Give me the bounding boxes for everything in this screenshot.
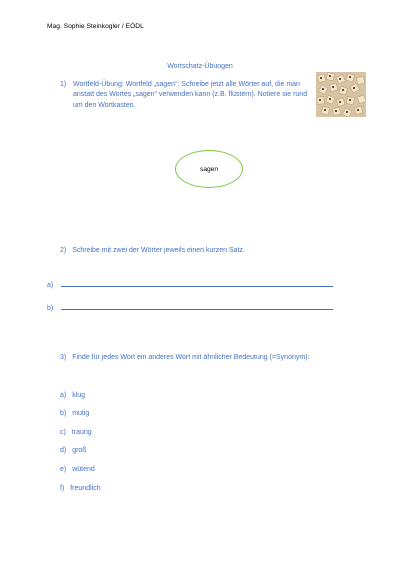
task-3-number: 3) — [60, 354, 67, 361]
word-box-word: sagen — [200, 165, 218, 173]
synonym-item — [60, 429, 92, 436]
scrabble-tiles-icon — [316, 72, 366, 117]
synonym-item-label: f) — [60, 485, 65, 492]
task-2-text: Schreibe mit zwei der Wörter jeweils einen kurzen Satz. — [72, 247, 245, 254]
synonym-item — [60, 447, 87, 454]
synonym-item-word: wütend — [72, 466, 95, 473]
synonym-item-word: mutig — [72, 410, 90, 417]
worksheet-title: Wortschatz-Übungen — [167, 63, 233, 70]
synonym-item-word: klug — [72, 392, 86, 399]
synonym-item — [60, 410, 89, 417]
synonym-item-word: traurig — [71, 429, 92, 436]
synonym-item-word: freundlich — [70, 485, 101, 492]
answer-blank[interactable] — [61, 302, 333, 310]
synonym-item — [60, 392, 85, 399]
synonym-item — [60, 466, 95, 473]
answer-line-b[interactable] — [47, 302, 333, 312]
synonym-item-label: a) — [60, 392, 67, 399]
answer-line-label: a) — [47, 282, 54, 289]
task-2 — [60, 247, 245, 254]
task-2-number: 2) — [60, 247, 67, 254]
synonym-item-label: e) — [60, 466, 67, 473]
answer-blank[interactable] — [61, 279, 333, 287]
task-3-text: Finde für jedes Wort ein anderes Wort mit ähnlicher Bedeutung (=Synonym): — [72, 354, 310, 361]
task-1-number: 1) — [60, 81, 67, 88]
scrabble-tiles-photo — [316, 72, 366, 117]
synonym-item-word: groß — [72, 447, 87, 454]
synonym-item-label: d) — [60, 447, 67, 454]
synonym-item-label: b) — [60, 410, 67, 417]
task-1 — [60, 80, 312, 111]
task-3 — [60, 354, 309, 361]
answer-line-a[interactable] — [47, 279, 333, 289]
answer-line-label: b) — [47, 305, 54, 312]
page-header-author: Mag. Sophie Steinkogler / EÖDL — [47, 23, 144, 30]
synonym-item-label: c) — [60, 429, 66, 436]
synonym-item — [60, 485, 101, 492]
task-1-text: Wortfeld-Übung: Wortfeld „sagen“: Schreibe jetzt alle Wörter auf, die man anstatt des Wortes „sagen“ verwenden kann (z.B. flüstern). Notiere sie rund um den Wortkasten. — [73, 81, 308, 109]
word-box-ellipse — [175, 150, 243, 188]
